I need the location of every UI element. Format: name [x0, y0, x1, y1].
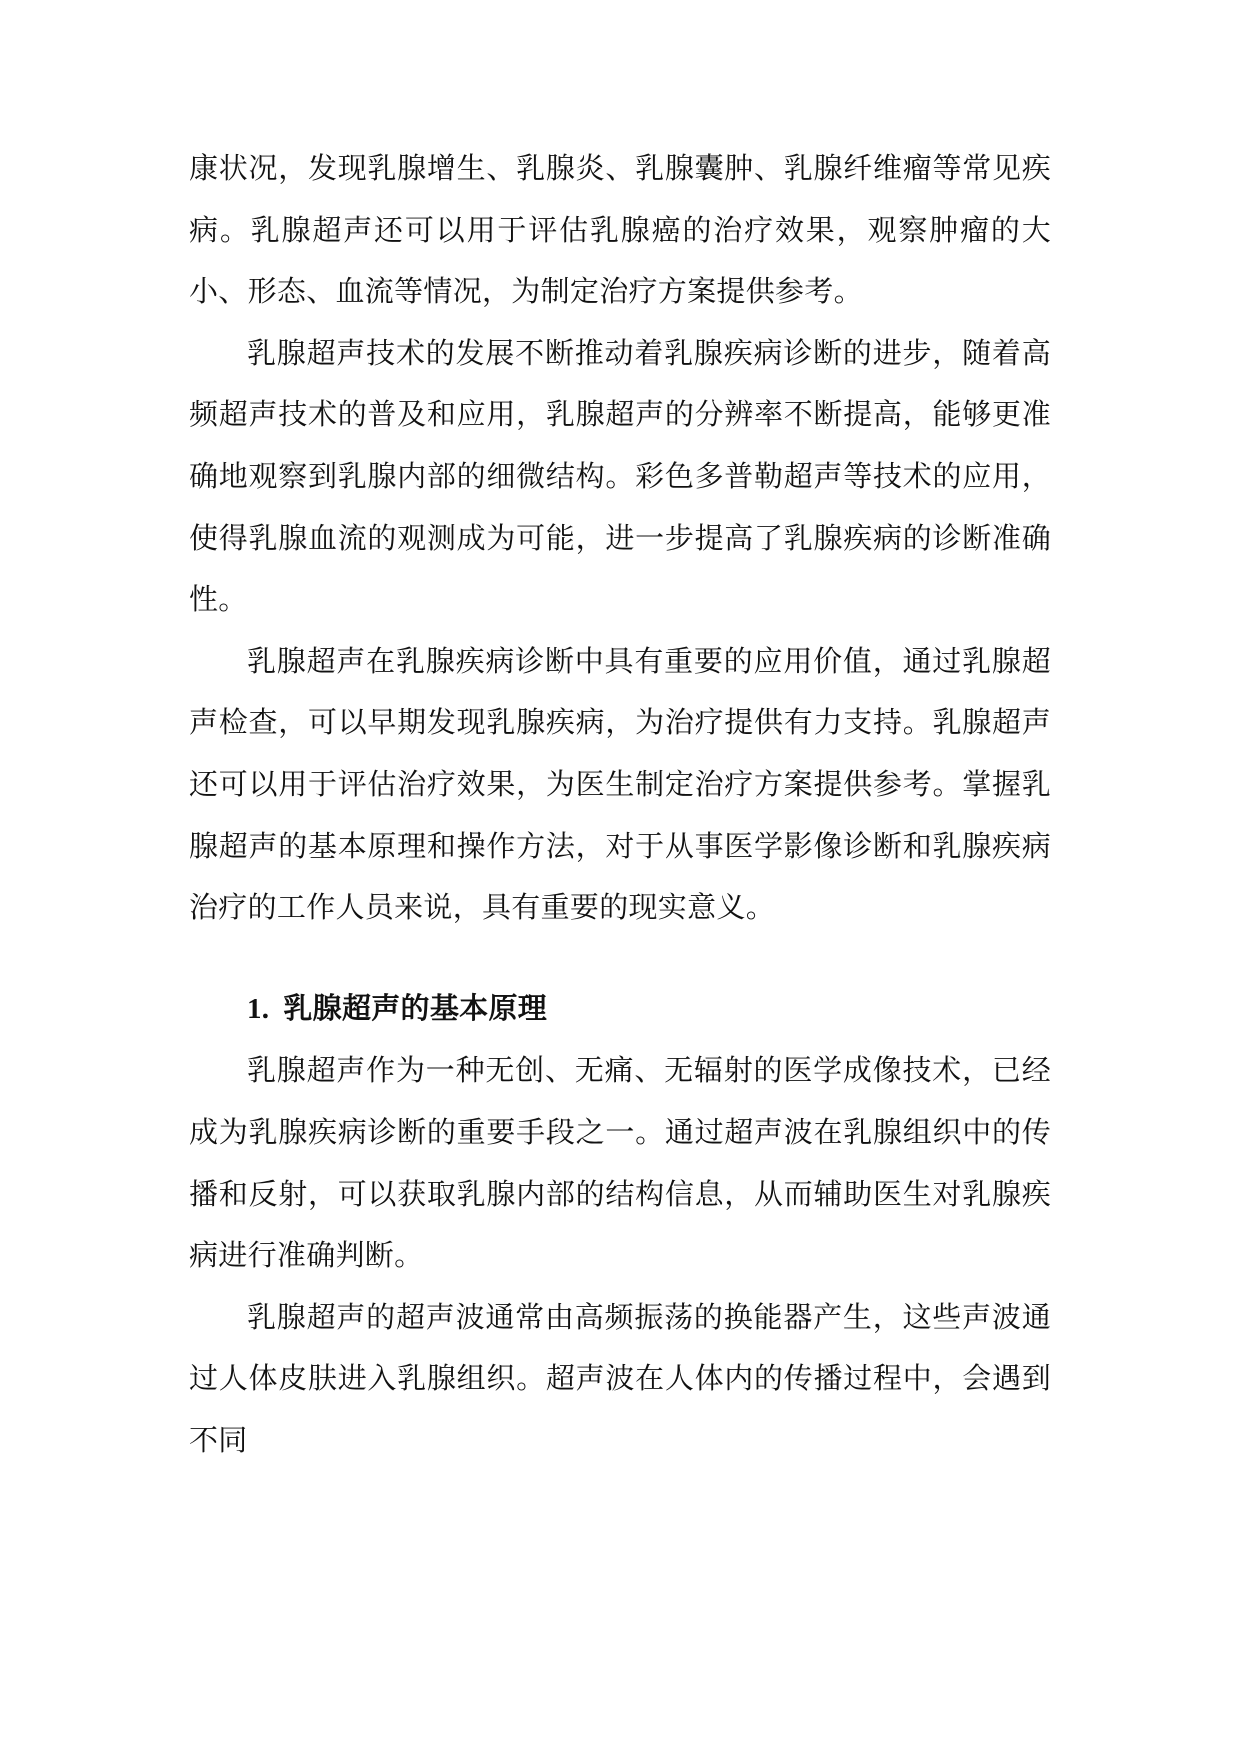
- paragraph-continued: 康状况，发现乳腺增生、乳腺炎、乳腺囊肿、乳腺纤维瘤等常见疾病。乳腺超声还可以用于评估乳腺癌的治疗效果，观察肿瘤的大小、形态、血流等情况，为制定治疗方案提供参考。: [189, 151, 1051, 309]
- paragraph-transducer: 乳腺超声的超声波通常由高频振荡的换能器产生，这些声波通过人体皮肤进入乳腺组织。超声波在人体内的传播过程中，会遇到不同: [189, 1299, 1051, 1457]
- section-number: 1.: [247, 992, 270, 1025]
- paragraph-technology-development: 乳腺超声技术的发展不断推动着乳腺疾病诊断的进步，随着高频超声技术的普及和应用，乳腺超声的分辨率不断提高，能够更准确地观察到乳腺内部的细微结构。彩色多普勒超声等技术的应用，使得乳腺血流的观测成为可能，进一步提高了乳腺疾病的诊断准确性。: [189, 335, 1051, 617]
- paragraph-application-value: 乳腺超声在乳腺疾病诊断中具有重要的应用价值，通过乳腺超声检查，可以早期发现乳腺疾病，为治疗提供有力支持。乳腺超声还可以用于评估治疗效果，为医生制定治疗方案提供参考。掌握乳腺超声的基本原理和操作方法，对于从事医学影像诊断和乳腺疾病治疗的工作人员来说，具有重要的现实意义。: [189, 643, 1051, 925]
- section-heading: [189, 978, 1051, 1041]
- paragraph-principle-intro: 乳腺超声作为一种无创、无痛、无辐射的医学成像技术，已经成为乳腺疾病诊断的重要手段之一。通过超声波在乳腺组织中的传播和反射，可以获取乳腺内部的结构信息，从而辅助医生对乳腺疾病进行准确判断。: [189, 1053, 1051, 1273]
- section-title: 乳腺超声的基本原理: [283, 990, 548, 1025]
- document-body: [189, 138, 1051, 1471]
